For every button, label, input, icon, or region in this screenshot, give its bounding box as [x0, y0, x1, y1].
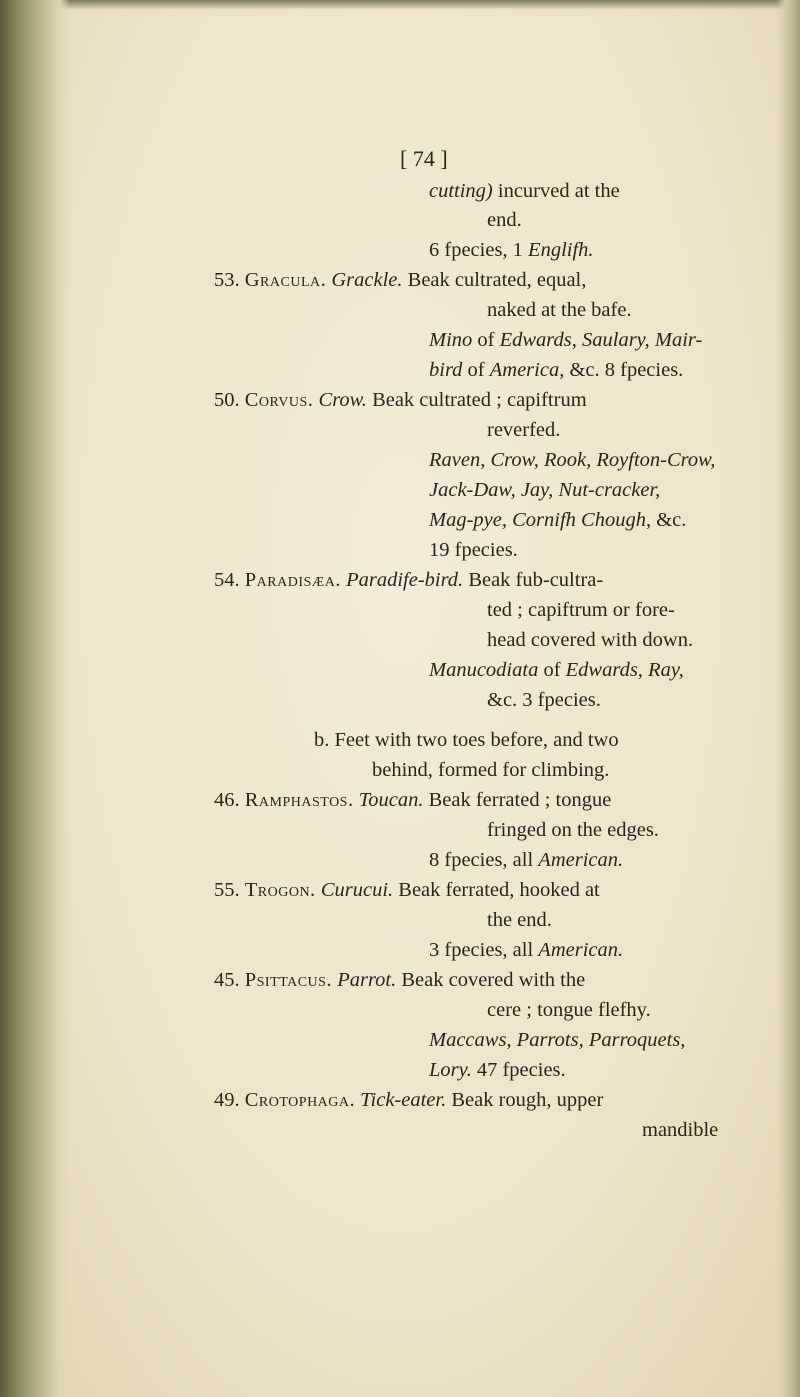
genus-entry: 53. Gracula. Grackle. Beak cultrated, equal, — [214, 269, 587, 291]
text-line: ted ; capiftrum or fore- — [487, 599, 675, 621]
genus-entry: 45. Psittacus. Parrot. Beak covered with the — [214, 969, 586, 991]
text-line: Jack-Daw, Jay, Nut-cracker, — [429, 479, 661, 501]
page-number: [ 74 ] — [400, 146, 448, 171]
genus-name: Gracula. — [244, 269, 327, 291]
genus-entry: 49. Crotophaga. Tick-eater. Beak rough, upper — [214, 1089, 604, 1111]
page-edge-right — [776, 0, 800, 1397]
text-line: cutting) incurved at the — [429, 180, 620, 202]
common-name: Tick-eater. — [360, 1089, 447, 1111]
text-line: reverfed. — [487, 419, 561, 441]
genus-entry: 50. Corvus. Crow. Beak cultrated ; capiftrum — [214, 389, 587, 411]
text-line: behind, formed for climbing. — [372, 759, 610, 781]
text-line: end. — [487, 209, 522, 231]
text-line: Mino of Edwards, Saulary, Mair- — [429, 329, 703, 351]
text-line: fringed on the edges. — [487, 819, 659, 841]
text-line: bird of America, &c. 8 fpecies. — [429, 359, 684, 381]
text-line: 3 fpecies, all American. — [429, 939, 624, 961]
text-line: 8 fpecies, all American. — [429, 849, 624, 871]
section-heading: b. Feet with two toes before, and two — [314, 729, 619, 751]
text-line: cere ; tongue flefhy. — [487, 999, 651, 1021]
text-line: Maccaws, Parrots, Parroquets, — [429, 1029, 686, 1051]
genus-entry: 54. Paradisæa. Paradife-bird. Beak fub-cultra- — [214, 569, 604, 591]
genus-name: Trogon. — [244, 879, 316, 901]
genus-name: Psittacus. — [244, 969, 333, 991]
genus-name: Paradisæa. — [244, 569, 341, 591]
genus-entry: 46. Ramphastos. Toucan. Beak ferrated ; tongue — [214, 789, 612, 811]
text-line: Lory. 47 fpecies. — [429, 1059, 566, 1081]
common-name: Toucan. — [358, 789, 424, 811]
common-name: Paradife-bird. — [346, 569, 464, 591]
page-edge-left — [0, 0, 70, 1397]
text-line: head covered with down. — [487, 629, 694, 651]
common-name: Parrot. — [337, 969, 397, 991]
common-name: Curucui. — [320, 879, 394, 901]
genus-name: Crotophaga. — [244, 1089, 356, 1111]
genus-entry: 55. Trogon. Curucui. Beak ferrated, hooked at — [214, 879, 600, 901]
genus-name: Ramphastos. — [244, 789, 354, 811]
text-line: &c. 3 fpecies. — [487, 689, 601, 711]
page-edge-top — [0, 0, 800, 10]
text-line: mandible — [642, 1119, 719, 1141]
common-name: Grackle. — [331, 269, 403, 291]
text-line: naked at the bafe. — [487, 299, 632, 321]
common-name: Crow. — [318, 389, 367, 411]
text-line: Raven, Crow, Rook, Royfton-Crow, — [429, 449, 716, 471]
text-line: Mag-pye, Cornifh Chough, &c. — [429, 509, 687, 531]
text-line: 19 fpecies. — [429, 539, 518, 561]
text-line: Manucodiata of Edwards, Ray, — [429, 659, 684, 681]
text-line: the end. — [487, 909, 552, 931]
text-line: 6 fpecies, 1 Englifh. — [429, 239, 594, 261]
genus-name: Corvus. — [244, 389, 314, 411]
